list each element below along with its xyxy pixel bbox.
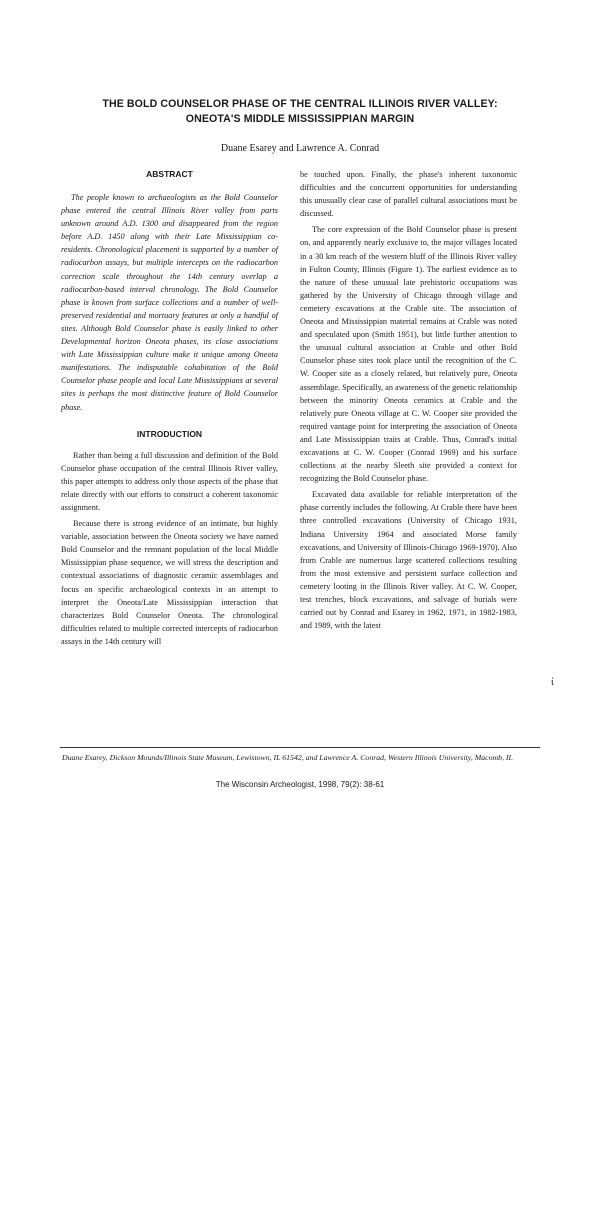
title-line-1: THE BOLD COUNSELOR PHASE OF THE CENTRAL ILLINOIS RIVER VALLEY: (102, 98, 498, 110)
abstract-text: The people known to archaeologists as the Bold Counselor phase entered the central Illinois River valley from parts unknown around A.D. 1300 and disappeared from the region before A.D. 1450 along with their Late Mississippian co-residents. Chronological placement is supported by a number of radiocarbon assays, but multiple intercepts on the radiocarbon correction scale throughout the 14th century overlap a radiocarbon-based interval chronology. The Bold Counselor phase is known from surface collections and a number of well-preserved residential and mortuary features at only a handful of sites. Although Bold Counselor phase is easily linked to other Developmental horizon Oneota phases, its close associations with Late Mississippian culture make it unique among Oneota manifestations. The indisputable cohabitation of the Bold Counselor phase people and local Late Mississippians at several sites is perhaps the most distinctive feature of Bold Counselor phase. (61, 193, 278, 412)
author-affiliation-footnote: Duane Esarey, Dickson Mounds/Illinois State Museum, Lewistown, IL 61542, and Lawrence A. Conrad, Western Illinois University, Macomb, IL (62, 753, 513, 762)
introduction-paragraph-2: Because there is strong evidence of an intimate, but highly variable, association between the Oneota society we have named Bold Counselor and the remnant population of the local Middle Mississippian phase sequence, we will stress the description and contextual associations of diagnostic ceramic assemblages and focus on specific archaeological contexts in an attempt to interpret the Oneota/Late Mississippian interaction that characterizes Bold Counselor Oneota. The chronological difficulties related to multiple corrected intercepts of radiocarbon assays in the 14th century will (61, 519, 278, 646)
margin-mark: ί (551, 677, 554, 688)
article-title (60, 97, 540, 127)
authors: Duane Esarey and Lawrence A. Conrad (220, 143, 380, 154)
title-line-2: ONEOTA'S MIDDLE MISSISSIPPIAN MARGIN (185, 113, 415, 125)
right-paragraph-2: The core expression of the Bold Counselor phase is present on, and apparently nearly exclusive to, the major villages located in a 30 km reach of the western bluff of the Illinois River valley in Fulton County, Illinois (Figure 1). The earliest evidence as to the nature of these unusual late prehistoric occupations was gathered by the University of Chicago through village and cemetery excavations at the Crable site. The association of Oneota and Mississippian material remains at Crable was noted and speculated upon (Smith 1951), but little further attention to the unusual cultural association at Crable and other Bold Counselor phase sites took place until the recognition of the C. W. Cooper site as a closely related, but relatively pure, Oneota assemblage. Specifically, an awareness of the genetic relationship between the minority Oneota ceramics at Crable and the relatively pure Oneota village at C. W. Cooper site provided the required vantage point for interpreting the association of Oneota and Late Mississippian traits at Crable. Thus, Conrad's initial excavations at C. W. Cooper (Conrad 1969) and his surface collections at the nearby Sleeth site provided a context for recognizing the Bold Counselor phase. (300, 225, 517, 484)
footnote-divider (60, 747, 540, 748)
abstract-heading: ABSTRACT (146, 169, 193, 179)
right-paragraph-1: be touched upon. Finally, the phase's inherent taxonomic difficulties and the concurrent opportunities for understanding this unusually clear case of parallel cultural associations must be discussed. (300, 170, 517, 219)
journal-citation: The Wisconsin Archeologist, 1998, 79(2): 38-61 (215, 780, 385, 789)
right-paragraph-3: Excavated data available for reliable interpretation of the phase currently includes the following. At Crable there have been three controlled excavations (University of Chicago 1931, Indiana University 1964 and associated Morse family excavations, and University of Illinois-Chicago 1969-1970). Also from Crable are numerous large scattered collections resulting from the most extensive and persistent surface collection and cemetery looting in the Illinois River valley. At C. W. Cooper, test trenches, block excavations, and salvage of burials were carried out by Conrad and Esarey in 1962, 1971, in 1982-1983, and 1989, with the latest (300, 490, 517, 631)
left-column (61, 168, 278, 648)
right-column (300, 168, 517, 632)
introduction-paragraph-1: Rather than being a full discussion and definition of the Bold Counselor phase occupation of the central Illinois River valley, this paper attempts to address only those aspects of the phase that relate directly with our efforts to construct a coherent taxonomic assignment. (61, 450, 278, 512)
introduction-heading: INTRODUCTION (136, 428, 203, 439)
